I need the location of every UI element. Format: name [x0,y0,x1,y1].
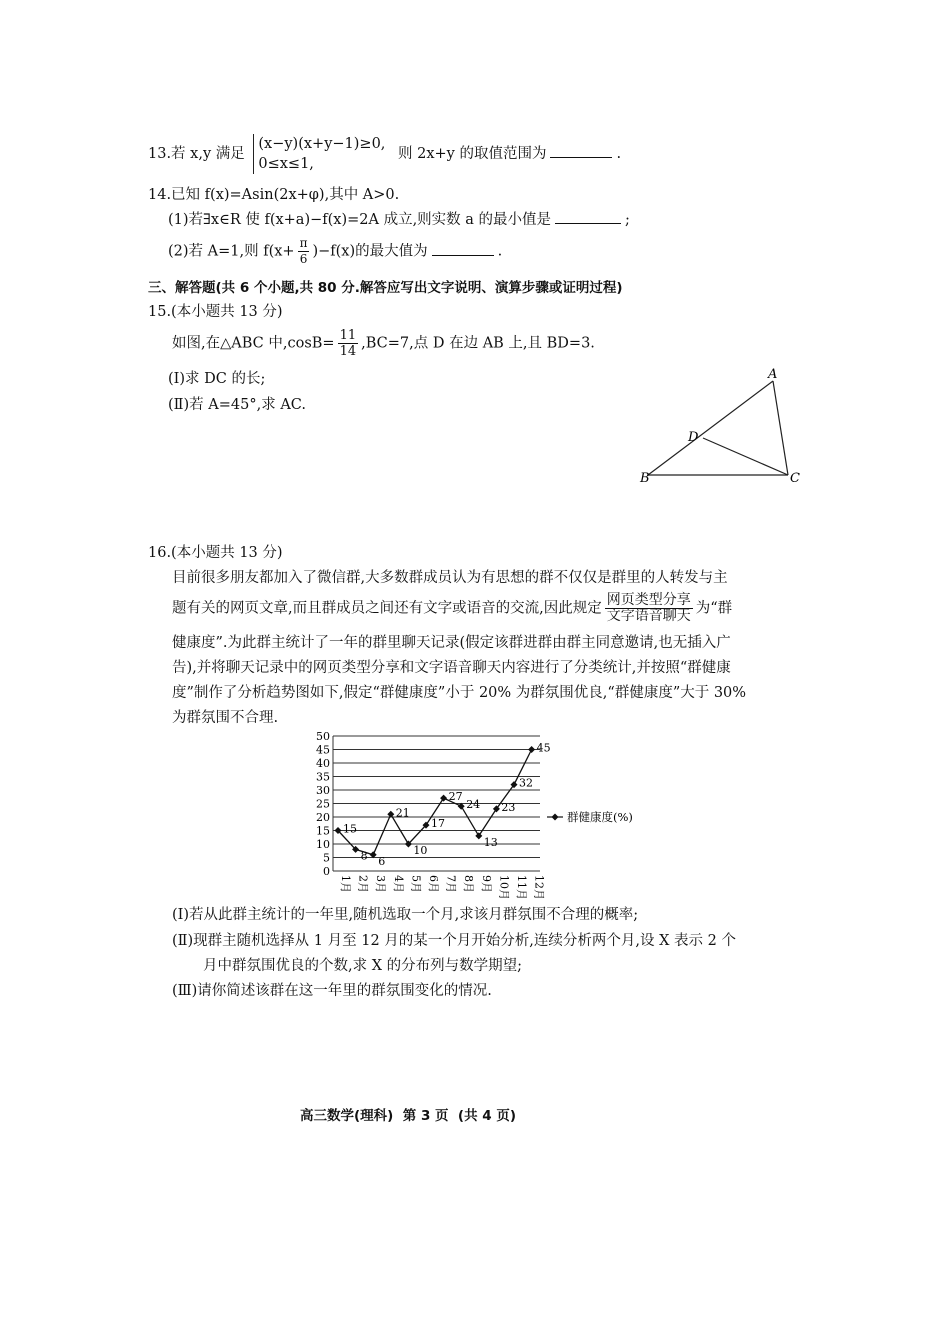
data-label: 24 [466,798,481,812]
data-label: 32 [519,776,533,790]
q14-stem: 14.已知 f(x)=Asin(2x+φ),其中 A>0. [148,187,400,203]
q15-triangle-figure [630,362,810,492]
y-tick-label: 15 [316,824,330,838]
label-d: D [688,430,699,445]
q16-frac-num: 网页类型分享 [606,592,691,608]
legend-marker [552,814,559,821]
q14-part1-end: ; [625,212,630,228]
q14-part2-end: . [497,243,503,260]
q15-stem-pre: 如图,在△ABC 中,cosB= [172,335,335,352]
data-label: 27 [448,790,463,804]
x-tick-label: 9月 [479,875,493,893]
data-point [528,746,535,753]
y-tick-label: 35 [316,770,330,784]
x-tick-label: 8月 [462,875,476,893]
label-a: A [768,367,778,382]
data-label: 21 [395,806,410,820]
x-tick-label: 7月 [444,875,458,893]
q14-part1-text: (1)若∃x∈R 使 f(x+a)−f(x)=2A 成立,则实数 a 的最小值是 [168,212,552,228]
q16-line-2-post: 为“群 [695,600,733,617]
q14-part1-blank [555,211,621,224]
q16-health-fraction [605,593,693,624]
q16-header: 16.(本小题共 13 分) [148,545,283,561]
y-tick-label: 30 [316,784,330,797]
y-tick-label: 40 [316,757,330,770]
data-point [440,795,447,802]
data-label: 17 [431,817,445,831]
q16-line-1: 目前很多朋友都加入了微信群,大多数群成员认为有思想的群不仅仅是群里的人转发与主 [172,570,728,586]
q13-constraint-system [253,134,385,174]
q14-frac-den: 6 [299,252,308,266]
data-label: 8 [360,849,368,863]
q16-part2-line-2: 月中群氛围优良的个数,求 X 的分布列与数学期望; [203,958,523,974]
health-trend-chart [305,728,685,900]
data-label: 13 [483,835,498,849]
y-tick-label: 5 [323,851,330,865]
q13-suffix: 则 2x+y 的取值范围为 [398,146,547,162]
q16-line-2 [172,593,732,624]
x-tick-label: 1月 [339,875,352,893]
section-3-heading: 三、解答题(共 6 个小题,共 80 分.解答应写出文字说明、演算步骤或证明过程) [148,280,623,296]
x-tick-label: 5月 [409,875,423,893]
y-tick-label: 50 [316,730,330,743]
q13-constraint-1: (x−y)(x+y−1)≥0, [258,136,386,152]
q16-part3: (Ⅲ)请你简述该群在这一年里的群氛围变化的情况. [172,983,492,999]
q14-part1 [168,208,630,229]
x-tick-label: 2月 [356,875,370,893]
q13-prefix: 13.若 x,y 满足 [148,146,245,162]
q14-pi-over-6 [298,236,310,267]
q16-line-6: 为群氛围不合理. [172,710,279,726]
q16-line-5: 度”制作了分析趋势图如下,假定“群健康度”小于 20% 为群氛围优良,“群健康度”大于 30% [172,685,747,701]
q16-part2-line-1: (Ⅱ)现群主随机选择从 1 月至 12 月的某一个月开始分析,连续分析两个月,设 X 表示 2 个 [172,933,736,949]
q15-cos-fraction [338,328,359,359]
q14-frac-num: π [299,236,308,250]
q15-cos-num: 11 [339,328,357,343]
x-tick-label: 4月 [391,875,405,893]
x-tick-label: 11月 [515,875,528,900]
q13-answer-blank [550,145,612,158]
q13-end: . [616,146,622,162]
q15-stem [172,328,595,359]
data-label: 10 [413,844,428,857]
q14-part2-post: )−f(x)的最大值为 [312,243,428,260]
x-tick-label: 3月 [374,875,388,893]
q15-header: 15.(本小题共 13 分) [148,304,283,320]
label-c: C [790,471,800,486]
segment-dc [703,438,788,475]
x-tick-label: 6月 [427,875,440,893]
q15-part2: (Ⅱ)若 A=45°,求 AC. [168,397,306,413]
page-footer: 高三数学(理科) 第 3 页 (共 4 页) [300,1108,517,1124]
q16-line-4: 告),并将聊天记录中的网页类型分享和文字语音聊天内容进行了分类统计,并按照“群健康 [172,660,731,676]
q14-part2-blank [432,243,494,256]
q13-line [148,134,621,174]
data-label: 45 [536,741,551,755]
y-tick-label: 20 [316,811,330,824]
q13-constraint-2: 0≤x≤1, [258,156,314,172]
q16-line-2-pre: 题有关的网页文章,而且群成员之间还有文字或语音的交流,因此规定 [172,600,602,617]
data-point [475,832,482,839]
q15-cos-den: 14 [339,344,357,359]
q16-part1: (Ⅰ)若从此群主统计的一年里,随机选取一个月,求该月群氛围不合理的概率; [172,907,639,923]
q16-line-3: 健康度”.为此群主统计了一年的群里聊天记录(假定该群进群由群主同意邀请,也无插入广 [172,635,731,651]
data-label: 23 [501,800,516,814]
x-tick-label: 12月 [532,875,546,900]
data-label: 6 [378,854,386,868]
q14-part2 [168,236,502,267]
label-b: B [640,471,650,486]
segment-ac [773,381,788,475]
legend-label: 群健康度(%) [567,810,633,824]
y-tick-label: 25 [316,797,330,811]
y-tick-label: 45 [316,743,330,757]
q15-part1: (Ⅰ)求 DC 的长; [168,371,266,387]
data-label: 15 [343,822,357,836]
q15-stem-post: ,BC=7,点 D 在边 AB 上,且 BD=3. [361,335,595,352]
y-tick-label: 10 [316,838,330,851]
x-tick-label: 10月 [497,875,511,900]
q14-part2-pre: (2)若 A=1,则 f(x+ [168,243,295,260]
q16-frac-den: 文字语音聊天 [606,608,691,624]
y-tick-label: 0 [323,865,330,878]
